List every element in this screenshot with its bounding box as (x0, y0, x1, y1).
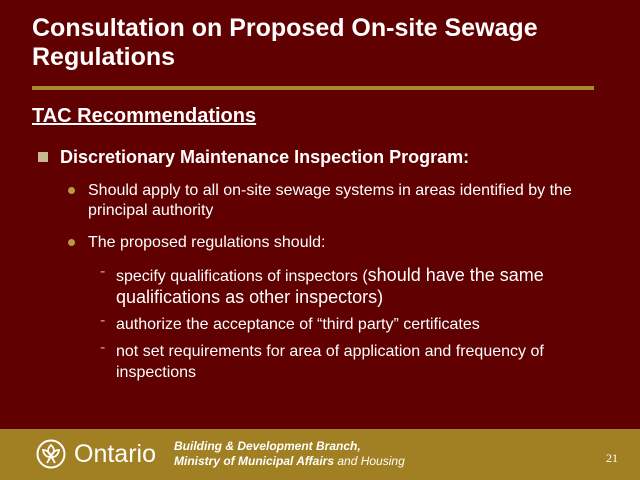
trillium-logo-icon (36, 439, 66, 469)
slide-subtitle: TAC Recommendations (32, 105, 257, 127)
round-bullet-icon (68, 239, 75, 246)
branch-line1: Building & Development Branch, (174, 439, 361, 453)
level1-bullet-text: Discretionary Maintenance Inspection Program: (60, 147, 470, 167)
ministry-name: Ministry of Municipal Affairs (174, 454, 335, 468)
dash-bullet-icon: - (100, 312, 106, 329)
sub-bullet-text-emphasis: should have the same qualifications as other inspectors) (116, 265, 544, 307)
sub-bullet-text-part: specify qualifications of inspectors ( (116, 268, 368, 285)
footer-bar (0, 429, 640, 480)
round-bullet-icon (68, 187, 75, 194)
bullet-text: The proposed regulations should: (88, 234, 326, 251)
sub-bullet-text: authorize the acceptance of “third party” certificates (116, 316, 480, 333)
sub-bullet-text (116, 265, 606, 309)
square-bullet-icon (38, 152, 48, 162)
bullet-text: Should apply to all on-site sewage systems in areas identified by the principal authority (88, 182, 572, 219)
branch-line2 (174, 454, 405, 469)
ministry-suffix: and Housing (334, 454, 405, 468)
branch-credit (174, 439, 405, 469)
dash-bullet-icon: - (100, 263, 106, 280)
sub-bullet-text: not set requirements for area of application and frequency of inspections (116, 343, 544, 381)
slide-title: Consultation on Proposed On-site Sewage Regulations (32, 14, 538, 71)
title-divider (32, 86, 594, 90)
ontario-wordmark: Ontario (74, 440, 156, 468)
page-number: 21 (606, 451, 618, 465)
dash-bullet-icon: - (100, 339, 106, 356)
